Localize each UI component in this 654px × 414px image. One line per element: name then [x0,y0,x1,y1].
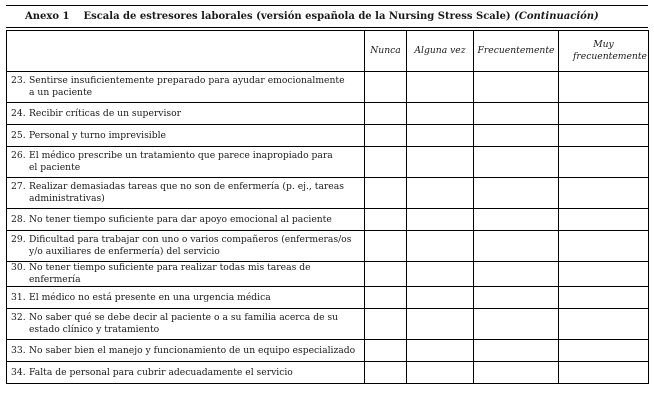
item-text-line: No tener tiempo suficiente para realizar todas mis tareas de enfermería [29,262,311,285]
stress-scale-table [6,30,649,384]
response-cell-muy-frecuentemente[interactable] [559,103,649,125]
table-row [7,262,649,287]
response-cell-muy-frecuentemente[interactable] [559,125,649,147]
response-cell-frecuentemente[interactable] [474,72,559,103]
item-number: 27. [11,181,26,192]
item-cell [7,147,365,178]
item-number: 30. [11,262,26,273]
response-cell-frecuentemente[interactable] [474,231,559,262]
table-row [7,72,649,103]
response-cell-alguna-vez[interactable] [407,103,474,125]
response-cell-frecuentemente[interactable] [474,287,559,309]
item-text-line: No saber bien el manejo y funcionamiento de un equipo especializado [29,344,356,356]
item-number: 24. [11,107,26,119]
item-number: 25. [11,129,26,141]
response-cell-alguna-vez[interactable] [407,340,474,362]
response-cell-muy-frecuentemente[interactable] [559,209,649,231]
response-cell-muy-frecuentemente[interactable] [559,72,649,103]
response-cell-muy-frecuentemente[interactable] [559,309,649,340]
item-cell [7,103,365,125]
item-text [29,345,360,357]
response-cell-alguna-vez[interactable] [407,231,474,262]
response-cell-nunca[interactable] [365,309,407,340]
table-row [7,287,649,309]
response-cell-nunca[interactable] [365,125,407,147]
item-text [29,312,360,336]
item-number: 29. [11,234,26,245]
header-muy-frecuentemente: Muy frecuentemente [559,31,649,72]
table-caption [6,5,648,28]
response-cell-nunca[interactable] [365,287,407,309]
item-text-line: a un paciente [29,87,93,98]
item-cell [7,125,365,147]
response-cell-alguna-vez[interactable] [407,147,474,178]
response-cell-frecuentemente[interactable] [474,309,559,340]
item-cell [7,231,365,262]
item-number: 26. [11,150,26,161]
header-item-column [7,31,365,72]
response-cell-alguna-vez[interactable] [407,125,474,147]
item-text-line: estado clínico y tratamiento [29,324,160,335]
header-alguna-vez: Alguna vez [407,31,474,72]
response-cell-frecuentemente[interactable] [474,178,559,209]
response-cell-frecuentemente[interactable] [474,340,559,362]
item-text-line: administrativas) [29,193,105,204]
item-cell [7,340,365,362]
response-cell-nunca[interactable] [365,362,407,384]
response-cell-muy-frecuentemente[interactable] [559,262,649,287]
item-number: 32. [11,312,26,323]
response-cell-frecuentemente[interactable] [474,362,559,384]
response-cell-nunca[interactable] [365,72,407,103]
response-cell-muy-frecuentemente[interactable] [559,340,649,362]
item-text [29,292,360,304]
response-cell-alguna-vez[interactable] [407,209,474,231]
item-text [29,130,360,142]
response-cell-nunca[interactable] [365,147,407,178]
header-nunca: Nunca [365,31,407,72]
table-row [7,147,649,178]
item-text [29,150,360,174]
item-number: 23. [11,75,26,86]
annex-label: Anexo 1 [25,11,70,22]
response-cell-frecuentemente[interactable] [474,125,559,147]
item-text-line: Personal y turno imprevisible [29,129,166,141]
table-row [7,125,649,147]
response-cell-nunca[interactable] [365,178,407,209]
response-cell-nunca[interactable] [365,231,407,262]
item-text-line: y/o auxiliares de enfermería) del servicio [29,246,220,257]
table-row [7,309,649,340]
item-cell [7,262,365,287]
item-text-line: Sentirse insuficientemente preparado para ayudar emocionalmente [29,75,345,86]
item-cell [7,287,365,309]
table-row [7,340,649,362]
response-cell-nunca[interactable] [365,209,407,231]
item-text-line: Dificultad para trabajar con uno o varios compañeros (enfermeras/os [29,234,352,245]
item-text-line: Realizar demasiadas tareas que no son de enfermería (p. ej., tareas [29,181,344,192]
item-cell [7,209,365,231]
response-cell-frecuentemente[interactable] [474,262,559,287]
item-cell [7,72,365,103]
response-cell-alguna-vez[interactable] [407,309,474,340]
response-cell-nunca[interactable] [365,262,407,287]
item-text [29,108,360,120]
response-cell-muy-frecuentemente[interactable] [559,362,649,384]
item-text [29,75,360,99]
item-text [29,181,360,205]
caption-title: Escala de estresores laborales (versión española de la Nursing Stress Scale) [83,11,511,22]
response-cell-muy-frecuentemente[interactable] [559,147,649,178]
item-text-line: Falta de personal para cubrir adecuadamente el servicio [29,366,293,378]
response-cell-muy-frecuentemente[interactable] [559,178,649,209]
response-cell-muy-frecuentemente[interactable] [559,287,649,309]
response-cell-nunca[interactable] [365,103,407,125]
header-frecuentemente: Frecuentemente [474,31,559,72]
item-cell [7,309,365,340]
item-cell [7,362,365,384]
table-row [7,209,649,231]
item-text-line: El médico prescribe un tratamiento que parece inapropiado para [29,150,333,161]
response-cell-alguna-vez[interactable] [407,178,474,209]
item-number: 34. [11,366,26,378]
table-row [7,362,649,384]
table-row [7,178,649,209]
item-text-line: El médico no está presente en una urgencia médica [29,291,271,303]
item-cell [7,178,365,209]
table-row [7,103,649,125]
item-text [29,234,360,258]
item-number: 31. [11,291,26,303]
caption-continuation: (Continuación) [514,11,599,22]
item-text [29,214,360,226]
response-cell-alguna-vez[interactable] [407,72,474,103]
item-text [29,262,360,286]
item-text-line: No tener tiempo suficiente para dar apoyo emocional al paciente [29,213,332,225]
response-cell-muy-frecuentemente[interactable] [559,231,649,262]
item-text-line: Recibir críticas de un supervisor [29,107,182,119]
response-cell-frecuentemente[interactable] [474,147,559,178]
table-row [7,231,649,262]
item-text [29,367,360,379]
response-cell-nunca[interactable] [365,340,407,362]
response-cell-frecuentemente[interactable] [474,103,559,125]
item-number: 33. [11,344,26,356]
response-cell-frecuentemente[interactable] [474,209,559,231]
item-text-line: el paciente [29,162,81,173]
item-number: 28. [11,213,26,225]
response-cell-alguna-vez[interactable] [407,262,474,287]
header-row [7,31,649,72]
item-text-line: No saber qué se debe decir al paciente o a su familia acerca de su [29,312,339,323]
response-cell-alguna-vez[interactable] [407,287,474,309]
response-cell-alguna-vez[interactable] [407,362,474,384]
